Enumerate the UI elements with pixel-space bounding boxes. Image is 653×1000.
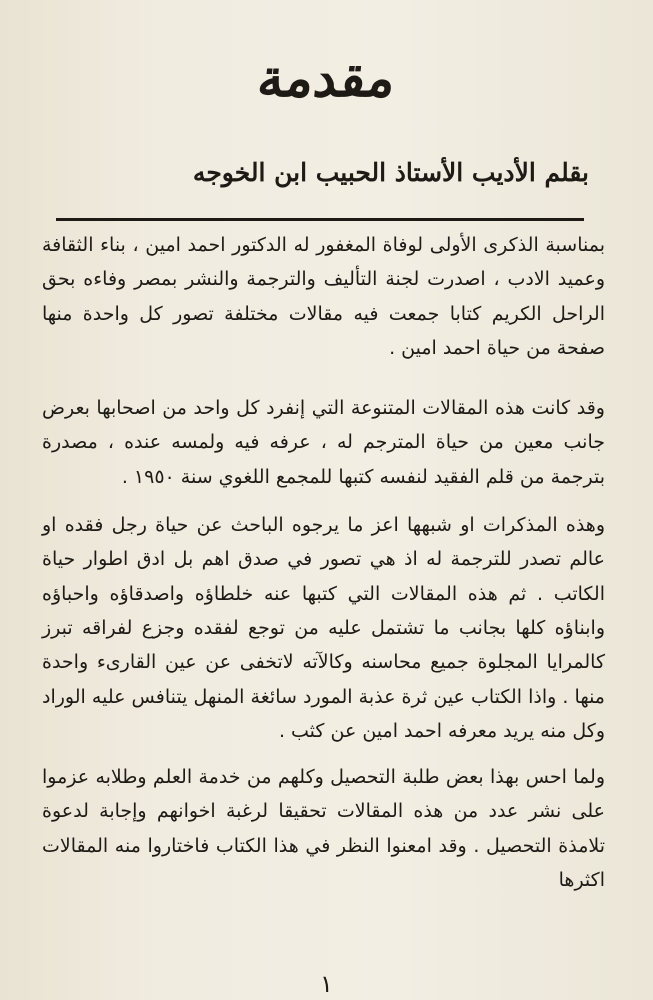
body-text (42, 228, 605, 909)
paragraph: ولما احس بهذا بعض طلبة التحصيل وكلهم من خدمة العلم وطلابه عزموا على نشر عدد من هذه المقالات تحقيقا لرغبة اخوانهم وإجابة لدعوة تلامذة التحصيل . وقد امعنوا النظر في هذا الكتاب فاختاروا منه المقالات اكثرها (42, 766, 605, 892)
author-byline: بقلم الأديب الأستاذ الحبيب ابن الخوجه (192, 158, 589, 187)
page-title: مقدمة (254, 48, 399, 109)
paragraph: بمناسبة الذكرى الأولى لوفاة المغفور له الدكتور احمد امين ، بناء الثقافة وعميد الادب ، اصدرت لجنة التأليف والترجمة والنشر بمصر وفاءه بحق الراحل الكريم كتابا جمعت فيه مقالات مختلفة تصور كل واحدة منها صفحة من حياة احمد امين . (42, 234, 605, 359)
paragraph: وقد كانت هذه المقالات المتنوعة التي إنفرد كل واحد من اصحابها بعرض جانب معين من حياة المترجم له ، عرفه فيه ولمسه عنده ، مصدرة بترجمة من قلم الفقيد لنفسه كتبها للمجمع اللغوي سنة ١٩٥٠ . (42, 397, 605, 488)
title-rule (56, 218, 584, 221)
paragraph: وهذه المذكرات او شبهها اعز ما يرجوه الباحث عن حياة رجل فقده او عالم تصدر للترجمة له اذ هي تصور في صدق اهم بل ادق اطوار حياة الكاتب . ثم هذه المقالات التي كتبها عنه خلطاؤه واصدقاؤه واحباؤه وابناؤه كلها بجانب ما تشتمل عليه من توجع لفقده وجزع لفراقه تبرز كالمرايا المجلوة جميع محاسنه وكالآته لاتخفى عن عين القارىء واحدة منها . واذا الكتاب عين ثرة عذبة المورد سائغة المنهل يتنافس عليه الوراد وكل منه يريد معرفه احمد امين عن كثب . (42, 514, 605, 742)
page-number: ١ (320, 970, 333, 998)
